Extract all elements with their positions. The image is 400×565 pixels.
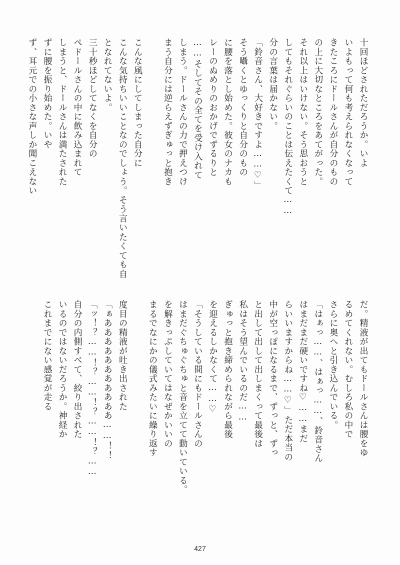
lower-line: いるのではないだろうか。神経か [57, 300, 68, 439]
upper-line: こんな風にしてしまった自分に [132, 38, 143, 168]
upper-line: の上に大切なところをあてがった。 [312, 38, 323, 186]
lower-line: を解きっぷしていてはなぜかいいの [162, 300, 173, 448]
lower-line: 「はぁっ……、はぁっ……、鈴音さん [312, 300, 323, 463]
lower-line: はまだぐちゅぐちゅと音を立てて動いている。 [177, 300, 188, 495]
lower-line: まるでなにかの儀式みたいに繰り返す [147, 300, 158, 458]
lower-line: 度目の精液が吐き出された [117, 300, 128, 411]
lower-line: だ。精液が出てもドールさんは腰をゆ [358, 300, 368, 458]
upper-line: まう自分には逆らえずぎゅっと抱き [162, 38, 173, 186]
lower-line: 自分の内側すべて、絞り出された [72, 300, 83, 439]
upper-line: レーのぬめりのおかげでずるりと [207, 38, 218, 177]
page-number: 427 [194, 546, 206, 553]
upper-line: ぺドールさんの中に飲み込まれて [72, 38, 83, 177]
lower-text-block [24, 300, 370, 540]
lower-line [129, 300, 144, 540]
lower-line: 中が空っぽになるまで、ずっと、ずっ [267, 300, 278, 458]
upper-line: そう囁くとゆっくりと自分のもの [237, 38, 248, 177]
lower-line: はまだまだ硬いですね♡……まだ [297, 300, 308, 443]
upper-line: それ以上はいけない。そう思おうと [297, 38, 308, 186]
lower-line: を迎えるしかなくて……♡ [207, 300, 218, 416]
lower-line: ぎゅっと抱き締められながら最後 [222, 300, 233, 439]
upper-line: ずに腰を振り始めた。いや [42, 38, 53, 149]
lower-line: と出して出して出しまくって最後は [252, 300, 263, 448]
upper-line: 三十秒ほどしてなくを自分の [87, 38, 98, 159]
upper-text-block [24, 38, 370, 286]
upper-line: しまうと、ドールさんは満たされた [57, 38, 68, 186]
upper-line: こんな気持ちいいことなのでしょう。そう言いたくても自 [117, 38, 128, 279]
lower-line: らいいますからね……♡」ただ本当の [282, 300, 293, 462]
upper-line: ……そしてその全てを受け入れて [192, 38, 203, 180]
upper-line: 十回ほどされただろうか。いよ [358, 38, 368, 168]
lower-line [24, 300, 39, 540]
upper-line: 分の言葉は届かない。 [267, 38, 278, 131]
lower-line: 「そうしている間にもドールさんの [192, 300, 203, 448]
lower-line: 「ぁあああああああああああ……！！ [102, 300, 113, 461]
lower-line: さらに奥へと引き込んでいる。 [327, 300, 338, 430]
lower-line: 「ッ！？……！？……！？……！？…… [87, 300, 98, 478]
upper-line: に腰を落とし始めた。彼女のナカも [222, 38, 233, 186]
upper-line: いよもって何も考えられなくなって [342, 38, 353, 186]
upper-line: しまう。ドールさんの力で押えつけ [177, 38, 188, 186]
lower-line: るめてくれない。むしろ私の中で [342, 300, 353, 439]
upper-line [144, 38, 159, 286]
upper-line: となれてないよ。 [102, 38, 113, 112]
upper-line: してもそれぐらいのことは伝えたくて…… [282, 38, 293, 217]
upper-line: ず、耳元での小さな声しか聞こえない [26, 38, 37, 196]
upper-line: きたころにドールさんが自分のもの [327, 38, 338, 186]
lower-line: 私はそう望んでいるのだ…… [237, 300, 248, 424]
upper-line: 「鈴音さん、大好きですよ……♡」 [252, 38, 263, 191]
lower-line: これまでにない感覚が走る [42, 300, 53, 411]
